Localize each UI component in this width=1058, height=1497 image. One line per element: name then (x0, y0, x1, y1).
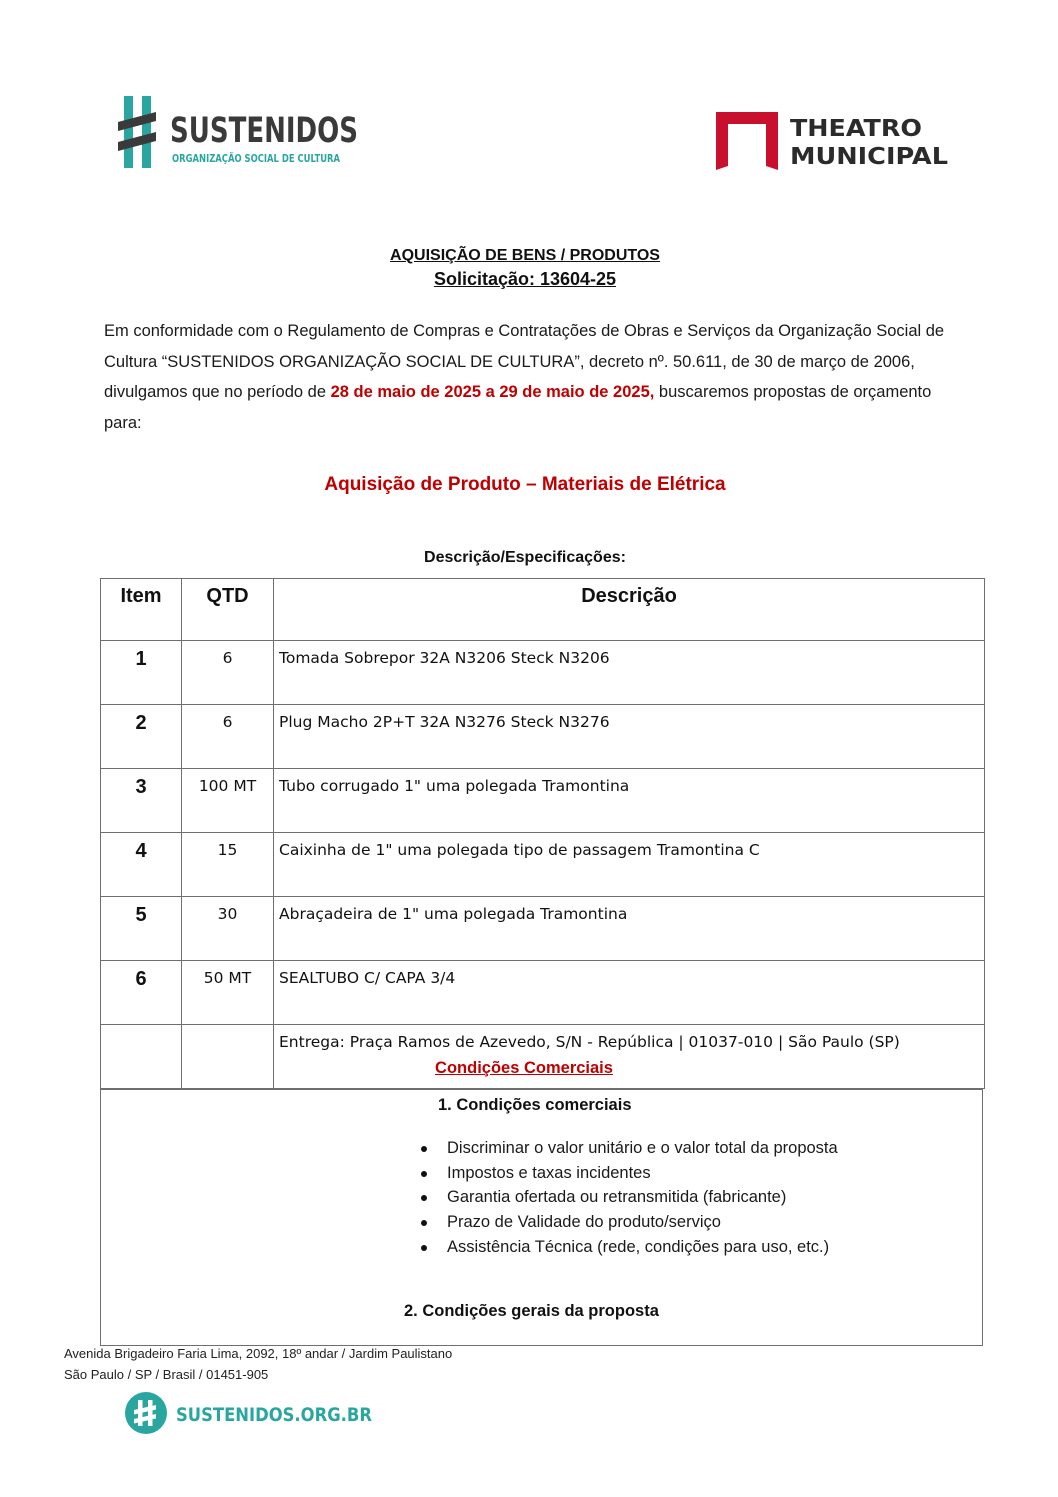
item-description: Tomada Sobrepor 32A N3206 Steck N3206 (274, 641, 985, 705)
table-row (101, 897, 985, 961)
item-qtd: 6 (182, 641, 274, 705)
item-description: Plug Macho 2P+T 32A N3276 Steck N3276 (274, 705, 985, 769)
list-item: Prazo de Validade do produto/serviço (418, 1210, 838, 1235)
table-row (101, 769, 985, 833)
sustenidos-name: SUSTENIDOS (170, 111, 358, 151)
table-row (101, 833, 985, 897)
sustenidos-tagline: ORGANIZAÇÃO SOCIAL DE CULTURA (172, 152, 341, 165)
item-number: 4 (101, 833, 182, 897)
table-row (101, 705, 985, 769)
intro-paragraph (104, 316, 956, 438)
delivery-address: Entrega: Praça Ramos de Azevedo, S/N - República | 01037-010 | São Paulo (SP) (274, 1025, 985, 1089)
item-description: Abraçadeira de 1" uma polegada Tramontina (274, 897, 985, 961)
conditions-list (418, 1136, 838, 1260)
solicitation-number: Solicitação: 13604-25 (433, 269, 617, 289)
theatro-line1: THEATRO (790, 116, 922, 142)
address-line-1: Avenida Brigadeiro Faria Lima, 2092, 18º andar / Jardim Paulistano (64, 1346, 453, 1361)
conditions-title: Condições Comerciais (435, 1059, 613, 1077)
item-description: Tubo corrugado 1" uma polegada Tramontina (274, 769, 985, 833)
list-item: Garantia ofertada ou retransmitida (fabricante) (418, 1185, 838, 1210)
item-qtd: 50 MT (182, 961, 274, 1025)
table-header-row (101, 579, 985, 641)
hash-circle-icon (125, 1392, 167, 1434)
header-description: Descrição (274, 579, 985, 641)
theatro-municipal-logo (716, 108, 956, 174)
item-number: 5 (101, 897, 182, 961)
footer-site-logo (124, 1391, 384, 1435)
section2-title: 2. Condições gerais da proposta (404, 1302, 659, 1320)
intro-text-before: Em conformidade com o Regulamento de Compras e Contratações de Obras e Serviços da Organização Social de Cultura “SUSTENIDOS ORGANIZAÇÃO SOCIAL DE CULTURA”, decreto nº. 50.611, de 30 de março de 2006, divulgamos que no período de (104, 322, 945, 401)
list-item: Impostos e taxas incidentes (418, 1161, 838, 1186)
footer-site-url: SUSTENIDOS.ORG.BR (176, 1404, 373, 1426)
theatro-line2: MUNICIPAL (790, 144, 949, 170)
footer-address (64, 1343, 452, 1385)
delivery-row (101, 1025, 985, 1089)
intro-text-after: buscaremos propostas de orçamento para: (104, 383, 932, 432)
items-table (100, 578, 985, 1089)
address-line-2: São Paulo / SP / Brasil / 01451-905 (64, 1367, 269, 1382)
table-row (101, 641, 985, 705)
delivery-empty-cell (182, 1025, 274, 1089)
item-number: 6 (101, 961, 182, 1025)
sustenidos-logo (118, 96, 368, 172)
subject-title: Aquisição de Produto – Materiais de Elétrica (324, 474, 726, 495)
item-qtd: 100 MT (182, 769, 274, 833)
item-qtd: 6 (182, 705, 274, 769)
table-row (101, 961, 985, 1025)
header-qtd: QTD (182, 579, 274, 641)
item-number: 1 (101, 641, 182, 705)
item-description: Caixinha de 1" uma polegada tipo de passagem Tramontina C (274, 833, 985, 897)
item-number: 2 (101, 705, 182, 769)
item-qtd: 15 (182, 833, 274, 897)
intro-period: 28 de maio de 2025 a 29 de maio de 2025, (330, 383, 655, 401)
list-item: Assistência Técnica (rede, condições para uso, etc.) (418, 1235, 838, 1260)
specifications-title: Descrição/Especificações: (424, 549, 626, 566)
delivery-empty-cell (101, 1025, 182, 1089)
item-description: SEALTUBO C/ CAPA 3/4 (274, 961, 985, 1025)
section1-title: 1. Condições comerciais (438, 1096, 632, 1114)
item-qtd: 30 (182, 897, 274, 961)
list-item: Discriminar o valor unitário e o valor total da proposta (418, 1136, 838, 1161)
header-item: Item (101, 579, 182, 641)
document-title: AQUISIÇÃO DE BENS / PRODUTOS (390, 247, 660, 264)
theatro-arch-icon (716, 112, 778, 170)
item-number: 3 (101, 769, 182, 833)
hash-icon (118, 96, 156, 168)
